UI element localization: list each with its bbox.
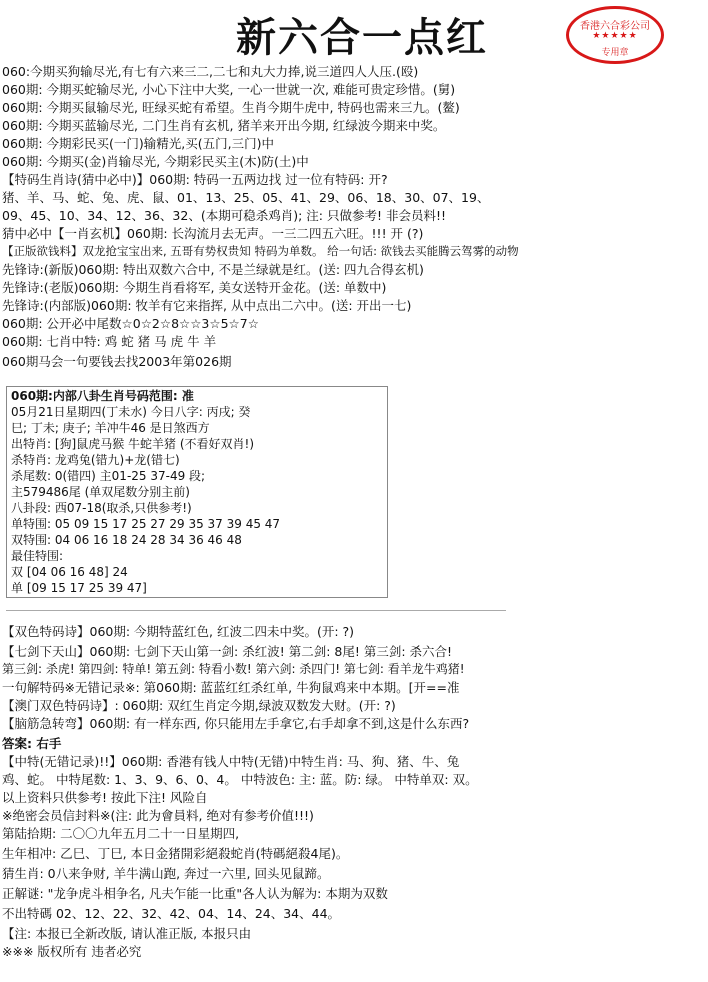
text-line: 一句解特码※无错记录※: 第060期: 蓝蓝红红杀红单, 牛狗鼠鸡来中本期。[开==准 [2,680,460,695]
text-line: 鸡、蛇。 中特尾数: 1、3、9、6、0、4。 中特波色: 主: 蓝。防: 绿。 中特单双: 双。 [2,772,478,787]
text-line: 不出特碼 02、12、22、32、42、04、14、24、34、44。 [2,906,341,921]
text-line: 【注: 本报已全新改版, 请认准正版, 本报只由 [2,926,252,941]
text-line: 【中特(无错记录)!!】060期: 香港有钱人中特(无错)中特生肖: 马、狗、猪、牛、兔 [2,754,460,769]
box-line: 双特围: 04 06 16 18 24 28 34 36 46 48 [11,533,242,547]
text-line: 以上资料只供参考! 按此下注! 风险自 [2,790,208,805]
text-line: 060期: 公开必中尾数☆0☆2☆8☆☆3☆5☆7☆ [2,316,259,331]
inner-info-box [6,386,388,598]
text-line: 060期: 今期买(金)肖输尽光, 今期彩民买主(木)防(土)中 [2,154,309,169]
box-line: 双 [04 06 16 48] 24 [11,565,128,579]
text-line: 猪、羊、马、蛇、兔、虎、鼠、01、13、25、05、41、29、06、18、30、07、19、 [2,190,490,205]
box-line: 巳; 丁未; 庚子; 羊冲牛46 是日煞西方 [11,421,210,435]
box-line: 主579486尾 (单双尾数分别主前) [11,485,190,499]
text-line: 先锋诗:(内部版)060期: 牧羊有它来指挥, 从中点出二六中。(送: 开出一七) [2,298,412,313]
text-line: 猜生肖: 0八来争财, 羊牛满山跑, 奔过一六里, 回头见鼠蹄。 [2,866,330,881]
text-line: 【特码生肖诗(猜中必中)】060期: 特码一五两边找 过一位有特码: 开? [2,172,388,187]
text-line: 060期马会一句要钱去找2003年第026期 [2,354,232,369]
section-divider [6,610,506,611]
text-line: 060期: 今期彩民买(一门)输精光,买(五门,三门)中 [2,136,274,151]
page-title: 新六合一点红 [236,15,488,61]
box-line: 杀尾数: 0(错四) 主01-25 37-49 段; [11,469,206,483]
box-line: 出特肖: [狗]鼠虎马猴 牛蛇羊猪 (不看好双肖!) [11,437,255,451]
box-line: 八卦段: 西07-18(取杀,只供参考!) [11,501,192,515]
text-line: 【脑筋急转弯】060期: 有一样东西, 你只能用左手拿它,右手却拿不到,这是什么东西? [2,716,470,731]
seal-top-text: 香港六合彩公司 [580,21,650,32]
box-line: 杀特肖: 龙鸡兔(错九)+龙(错七) [11,453,180,467]
text-line: 【七剑下天山】060期: 七剑下天山第一剑: 杀红波! 第二剑: 8尾! 第三剑: 杀六合! [2,644,453,659]
seal-stars: ★★★★★ [592,31,638,41]
riddle-answer: 答案: 右手 [2,736,62,751]
company-seal [566,6,664,64]
box-line: 最佳特围: [11,549,64,563]
text-line: 【正版欲钱料】双龙抢宝宝出来, 五哥有势权贵知 特码为单数。 给一句话: 欲钱去买能腾云驾雾的动物 [2,244,519,258]
text-line: 060期: 今期买蓝输尽光, 二门生肖有玄机, 猪羊来开出今期, 红绿波今期来中奖。 [2,118,446,133]
text-line: 猜中必中【一肖玄机】060期: 长沟流月去无声。一三二四五六旺。!!! 开 (?) [2,226,424,241]
text-line: 060期: 今期买鼠输尽光, 旺绿买蛇有希望。生肖今期牛虎中, 特码也需来三九。(鳌) [2,100,460,115]
box-line: 060期:内部八卦生肖号码范围: 准 [11,389,194,403]
seal-bottom-text: 专用章 [601,48,629,58]
text-line: 060期: 今期买蛇输尽光, 小心下注中大奖, 一心一世就一次, 难能可贵定珍惜。(舅) [2,82,456,97]
text-line: 先锋诗:(老版)060期: 今期生肖看将军, 美女送特开金花。(送: 单数中) [2,280,387,295]
text-line: 正解谜: "龙争虎斗相争名, 凡夫乍能一比重"各人认为解为: 本期为双数 [2,886,388,901]
text-line: 060:今期买狗输尽光,有七有六来三二,二七和丸大力捧,说三道四人人压.(殴) [2,64,419,79]
text-line: 第陆拾期: 二〇〇九年五月二十一日星期四, [2,826,240,841]
text-line: ※※※ 版权所有 违者必究 [2,944,142,959]
text-line: ※绝密会员信封料※(注: 此为會員料, 绝对有参考价值!!!) [2,808,314,823]
box-line: 单 [09 15 17 25 39 47] [11,581,147,595]
box-line: 单特围: 05 09 15 17 25 27 29 35 37 39 45 47 [11,517,281,531]
text-line: 生年相冲: 乙巳、丁巳, 本日金猪開彩絕殺蛇肖(特碼絕殺4尾)。 [2,846,349,861]
text-line: 【澳门双色特码诗】: 060期: 双红生肖定今期,绿波双数发大财。(开: ?) [2,698,396,713]
text-line: 先锋诗:(新版)060期: 特出双数六合中, 不是兰绿就是红。(送: 四九合得玄机) [2,262,424,277]
text-line: 09、45、10、34、12、36、32、(本期可稳杀鸡肖); 注: 只做参考! 非会员料!! [2,208,446,223]
text-line: 【双色特码诗】060期: 今期特蓝红色, 红波二四未中奖。(开: ?) [2,624,355,639]
box-line: 05月21日星期四(丁未水) 今日八字: 丙戌; 癸 [11,405,251,419]
text-line: 060期: 七肖中特: 鸡 蛇 猪 马 虎 牛 羊 [2,334,217,349]
text-line: 第三剑: 杀虎! 第四剑: 特单! 第五剑: 特看小数! 第六剑: 杀四门! 第七剑: 看羊龙牛鸡猪! [2,662,465,676]
